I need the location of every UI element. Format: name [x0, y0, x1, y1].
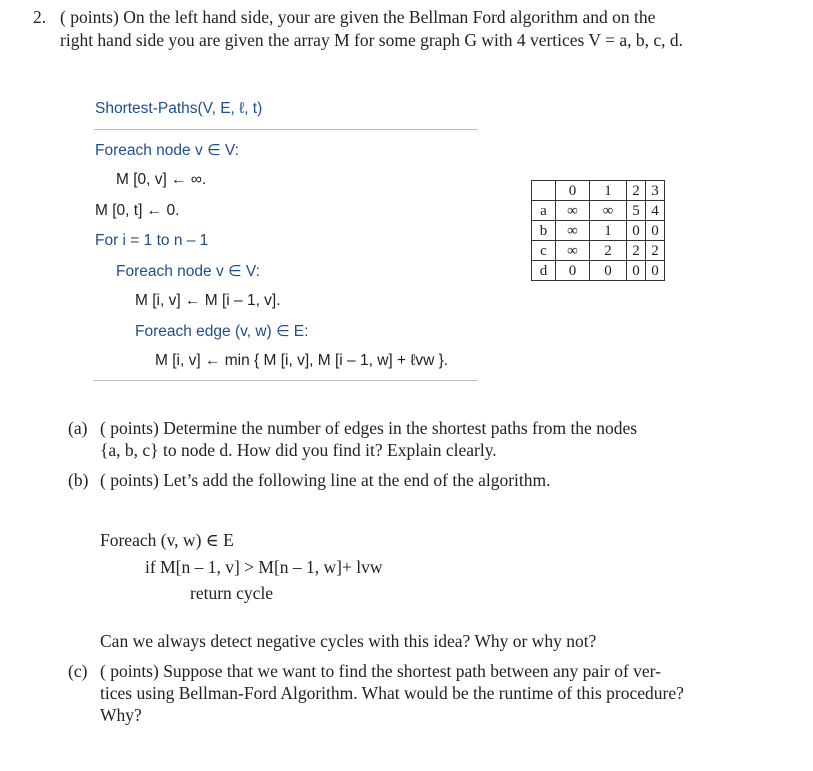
table-cell: 0	[556, 261, 590, 281]
algo-line-3: M [0, t] ← 0.	[95, 202, 180, 219]
algo-line-2: M [0, v] ← ∞.	[116, 171, 207, 188]
algo-line-1: Foreach node v ∈ V:	[95, 142, 239, 159]
algo-line-4: For i = 1 to n – 1	[95, 232, 209, 249]
table-row	[532, 201, 665, 221]
table-header-row	[532, 181, 665, 201]
part-c-line-3: Why?	[100, 705, 142, 725]
table-cell: 1	[590, 221, 627, 241]
table-cell: a	[532, 201, 556, 221]
part-c-line-1: ( points) Suppose that we want to find the shortest path between any pair of ver-	[100, 661, 661, 681]
code-line-3: return cycle	[190, 583, 274, 603]
part-b-line-1: ( points) Let’s add the following line at the end of the algorithm.	[100, 470, 551, 490]
part-b-label: (b)	[68, 470, 89, 490]
table-cell: ∞	[556, 201, 590, 221]
table-cell: 0	[590, 261, 627, 281]
part-a-label: (a)	[68, 418, 88, 438]
table-cell: 2	[590, 241, 627, 261]
table-row	[532, 221, 665, 241]
table-cell: d	[532, 261, 556, 281]
table-cell: ∞	[590, 201, 627, 221]
question-line-1: ( points) On the left hand side, your are given the Bellman Ford algorithm and on the	[60, 7, 656, 27]
table-cell: 0	[627, 261, 646, 281]
algo-line-7: Foreach edge (v, w) ∈ E:	[135, 323, 309, 340]
algo-line-8: M [i, v] ← min { M [i, v], M [i – 1, w] + ℓvw }.	[155, 352, 449, 369]
table-cell: 2	[627, 181, 646, 201]
array-m-table	[531, 180, 665, 281]
table-cell: 0	[556, 181, 590, 201]
algorithm-bottom-rule	[94, 380, 478, 381]
table-cell: 5	[627, 201, 646, 221]
table-cell: 1	[590, 181, 627, 201]
table-cell: ∞	[556, 221, 590, 241]
algorithm-top-rule	[94, 129, 478, 130]
question-number: 2.	[33, 7, 47, 27]
table-cell: ∞	[556, 241, 590, 261]
algo-line-6: M [i, v] ← M [i – 1, v].	[135, 292, 281, 309]
question-line-2: right hand side you are given the array M for some graph G with 4 vertices V = a, b, c, d.	[60, 30, 684, 50]
table-cell: b	[532, 221, 556, 241]
part-a-line-2: {a, b, c} to node d. How did you find it? Explain clearly.	[100, 440, 497, 460]
algo-line-5: Foreach node v ∈ V:	[116, 263, 260, 280]
algorithm-title: Shortest-Paths(V, E, ℓ, t)	[95, 100, 263, 117]
table-cell: 4	[646, 201, 665, 221]
part-c-line-2: tices using Bellman-Ford Algorithm. What would be the runtime of this procedure?	[100, 683, 684, 703]
table-row	[532, 261, 665, 281]
table-cell: 2	[646, 241, 665, 261]
code-line-1: Foreach (v, w) ∈ E	[100, 530, 234, 550]
table-cell: 0	[646, 261, 665, 281]
code-line-2: if M[n – 1, v] > M[n – 1, w]+ lvw	[145, 557, 383, 577]
part-c-label: (c)	[68, 661, 88, 681]
table-cell: 2	[627, 241, 646, 261]
table-cell: 0	[627, 221, 646, 241]
table-cell: 0	[646, 221, 665, 241]
table-cell	[532, 181, 556, 201]
table-row	[532, 241, 665, 261]
table-cell: c	[532, 241, 556, 261]
part-b-question: Can we always detect negative cycles with this idea? Why or why not?	[100, 631, 597, 651]
part-a-line-1: ( points) Determine the number of edges in the shortest paths from the nodes	[100, 418, 638, 438]
table-cell: 3	[646, 181, 665, 201]
